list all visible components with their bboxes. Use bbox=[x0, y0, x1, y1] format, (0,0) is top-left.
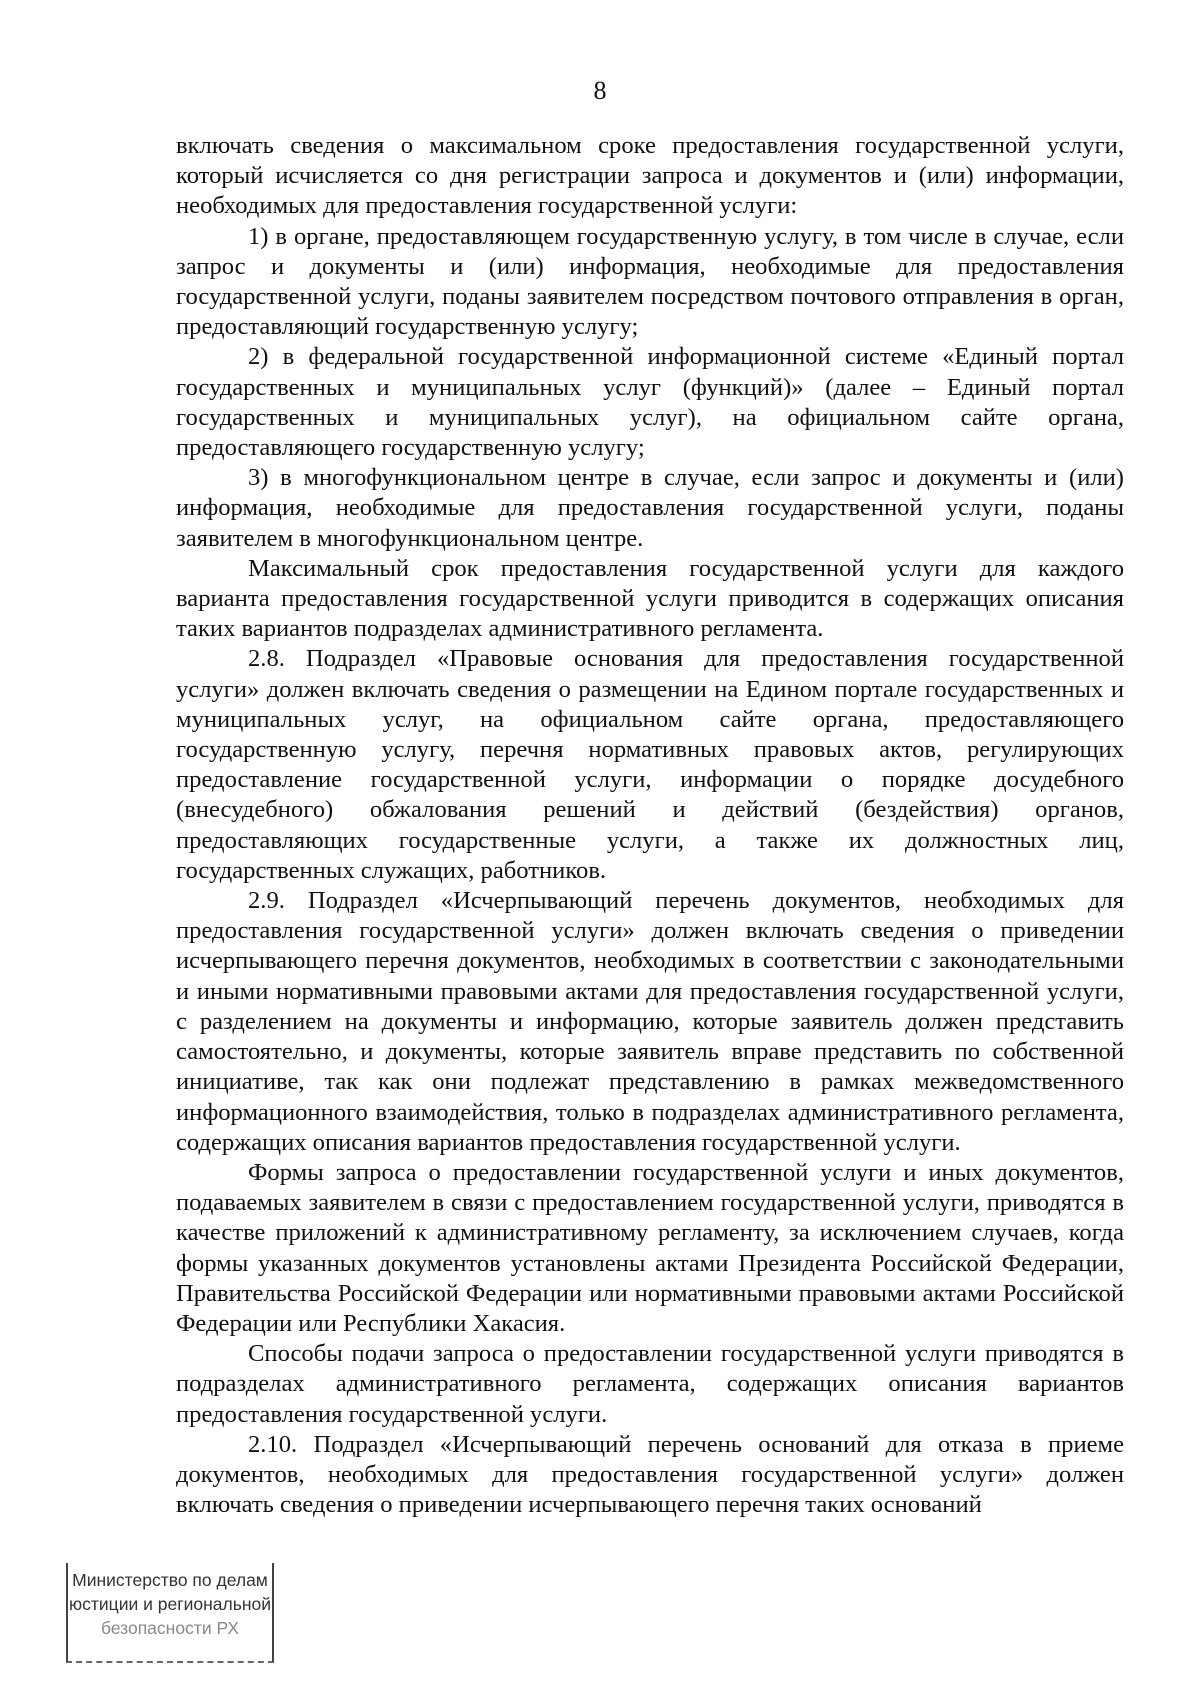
paragraph: 2.9. Подраздел «Исчерпывающий перечень документов, необходимых для предоставления государственной услуги» должен включать сведения о приведении исчерпывающего перечня документов, необходимых в соответствии с законодательными и иными нормативными правовыми актами для предоставления государственной услуги, с разделением на документы и информацию, которые заявитель должен представить самостоятельно, и документы, которые заявитель вправе представить по собственной инициативе, так как они подлежат представлению в рамках межведомственного информационного взаимодействия, только в подразделах административного регламента, содержащих описания вариантов предоставления государственной услуги. bbox=[176, 887, 1124, 1156]
paragraph: 2.8. Подраздел «Правовые основания для предоставления государственной услуги» должен включать сведения о размещении на Едином портале государственных и муниципальных услуг, на официальном сайте органа, предоставляющего государственную услугу, перечня нормативных правовых актов, регулирующих предоставление государственной услуги, информации о порядке досудебного (внесудебного) обжалования решений и действий (бездействия) органов, предоставляющих государственные услуги, а также их должностных лиц, государственных служащих, работников. bbox=[176, 645, 1124, 884]
paragraph: 2) в федеральной государственной информационной системе «Единый портал государственных и муниципальных услуг (функций)» (далее – Единый портал государственных и муниципальных услуг), на официальном сайте органа, предоставляющего государственную услугу; bbox=[176, 343, 1124, 462]
ministry-stamp bbox=[66, 1563, 274, 1663]
paragraph: Максимальный срок предоставления государственной услуги для каждого варианта предоставления государственной услуги приводится в содержащих описания таких вариантов подразделах административного регламента. bbox=[176, 554, 1124, 643]
paragraph: 3) в многофункциональном центре в случае, если запрос и документы и (или) информация, необходимые для предоставления государственной услуги, поданы заявителем в многофункциональном центре. bbox=[176, 464, 1124, 552]
stamp-line: Министерство по делам bbox=[72, 1570, 268, 1590]
document-body bbox=[176, 131, 1124, 1520]
stamp-line: юстиции и региональной bbox=[69, 1594, 271, 1614]
paragraph: 2.10. Подраздел «Исчерпывающий перечень оснований для отказа в приеме документов, необходимых для предоставления государственной услуги» должен включать сведения о приведении исчерпывающего перечня таких оснований bbox=[176, 1430, 1124, 1519]
paragraph: Формы запроса о предоставлении государственной услуги и иных документов, подаваемых заявителем в связи с предоставлением государственной услуги, приводятся в качестве приложений к административному регламенту, за исключением случаев, когда формы указанных документов установлены актами Президента Российской Федерации, Правительства Российской Федерации или нормативными правовыми актами Российской Федерации или Республики Хакасия. bbox=[176, 1158, 1124, 1337]
paragraph: Способы подачи запроса о предоставлении государственной услуги приводятся в подразделах административного регламента, содержащих описания вариантов предоставления государственной услуги. bbox=[176, 1340, 1124, 1428]
stamp-line: безопасности РХ bbox=[100, 1618, 240, 1638]
paragraph: включать сведения о максимальном сроке предоставления государственной услуги, который исчисляется со дня регистрации запроса и документов и (или) информации, необходимых для предоставления государственной услуги: bbox=[176, 132, 1124, 220]
paragraph: 1) в органе, предоставляющем государственную услугу, в том числе в случае, если запрос и документы и (или) информация, необходимые для предоставления государственной услуги, поданы заявителем посредством почтового отправления в орган, предоставляющий государственную услугу; bbox=[176, 222, 1124, 341]
page-number: 8 bbox=[593, 76, 607, 105]
